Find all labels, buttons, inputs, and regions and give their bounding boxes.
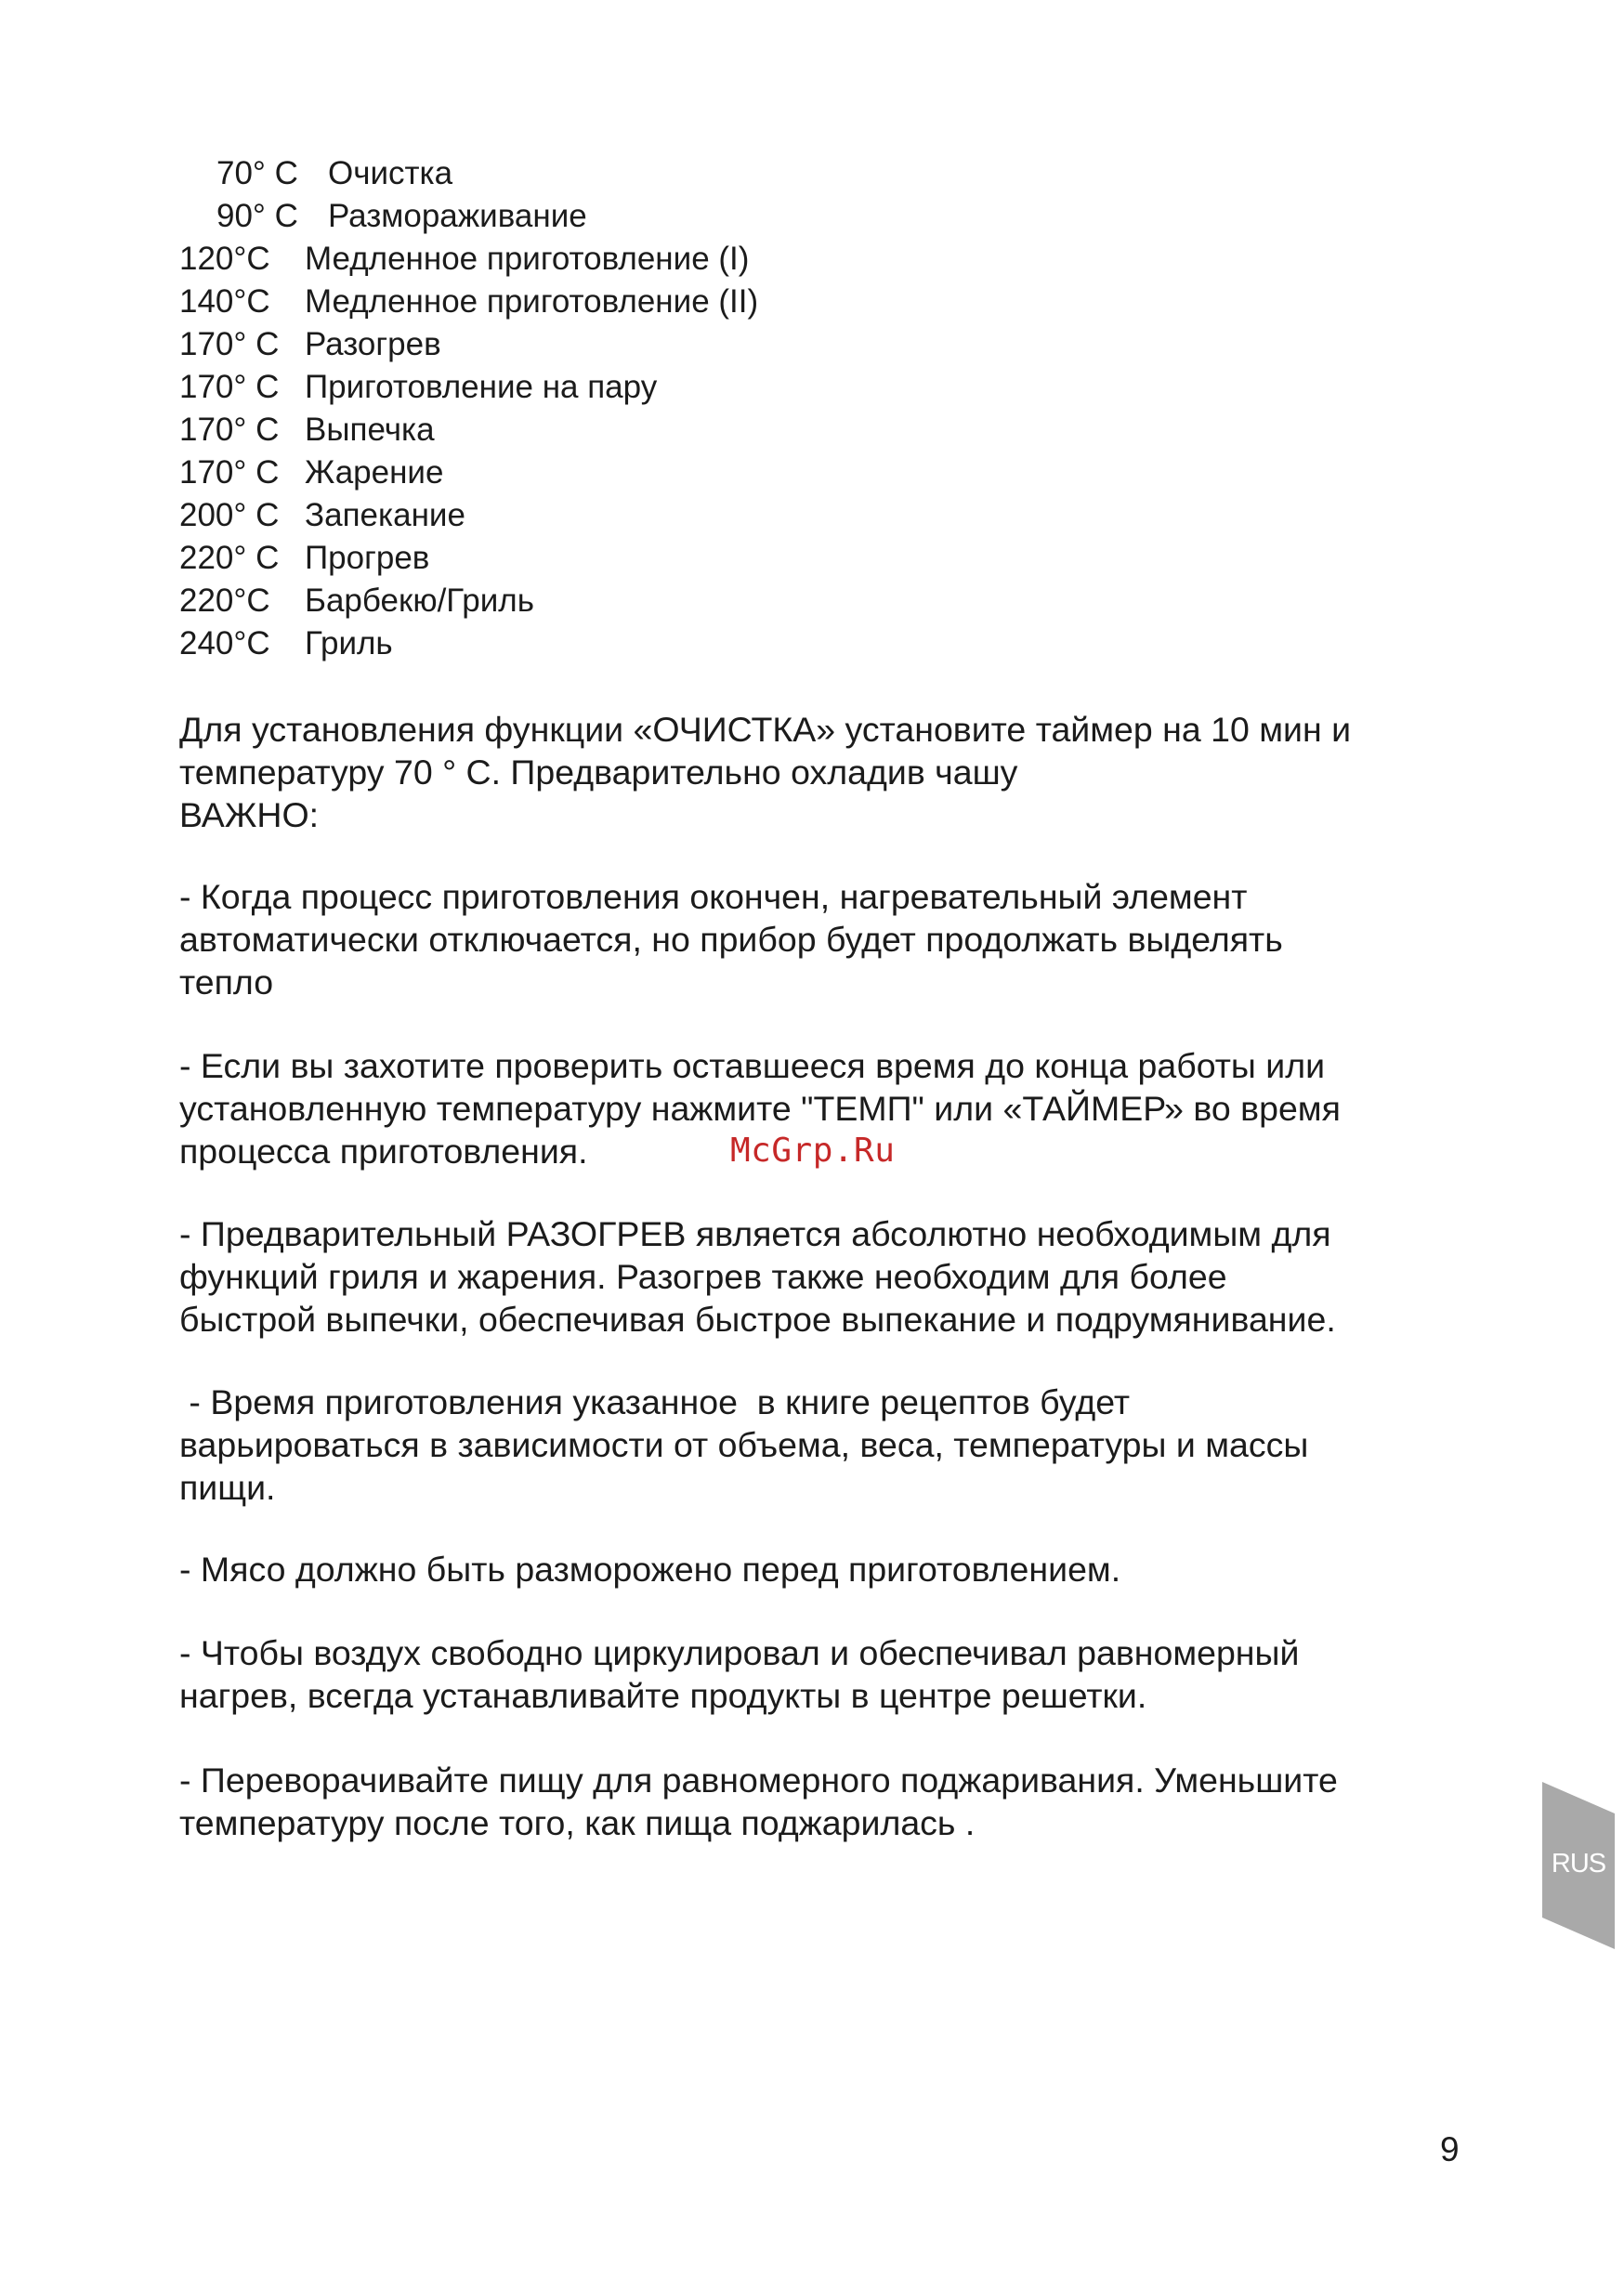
temp-mode: Медленное приготовление (II) [305,283,759,320]
temp-value: 170° C [179,454,280,491]
temp-mode: Размораживание [328,198,587,234]
temp-value: 220° C [179,540,280,576]
temp-mode: Медленное приготовление (I) [305,241,750,277]
text-line: автоматически отключается, но прибор будет продолжать выделять [179,920,1283,959]
temp-value: 70° C [216,155,298,191]
temp-value: 220°C [179,583,270,619]
language-label: RUS [1551,1849,1606,1879]
text-line: - Время приготовления указанное в книге рецептов будет [179,1382,1131,1421]
text-line: температуру после того, как пища поджарилась . [179,1803,976,1842]
temp-mode: Прогрев [305,540,430,576]
temp-mode: Запекание [305,497,465,533]
temp-row [179,452,758,494]
note-paragraph [179,875,1480,1003]
text-line: - Предварительный РАЗОГРЕВ является абсолютно необходимым для [179,1214,1331,1253]
temp-row [179,580,758,622]
temp-mode: Барбекю/Гриль [305,583,534,619]
important-heading: ВАЖНО: [179,795,320,834]
note-paragraph [179,1548,1480,1591]
temp-value: 120°C [179,241,270,277]
note-paragraph [179,1631,1480,1717]
temp-value: 170° C [179,369,280,405]
temp-value: 90° C [216,198,298,234]
temp-mode: Очистка [328,155,453,191]
temp-value: 170° C [179,412,280,448]
text-line: - Если вы захотите проверить оставшееся время до конца работы или [179,1046,1326,1085]
text-line: температуру 70 ° С. Предварительно охладив чашу [179,753,1018,792]
temp-mode: Разогрев [305,326,441,362]
temp-value: 140°C [179,283,270,320]
text-line: - Когда процесс приготовления окончен, нагревательный элемент [179,877,1248,916]
text-line: пищи. [179,1468,276,1507]
text-line: функций гриля и жарения. Разогрев также необходим для более [179,1257,1227,1296]
text-line: установленную температуру нажмите "ТЕМП" или «ТАЙМЕР» во время [179,1089,1341,1128]
watermark: McGrp.Ru [730,1132,896,1170]
temp-row [179,537,758,580]
temp-mode: Приготовление на пару [305,369,658,405]
temp-mode: Жарение [305,454,444,491]
temp-row [179,622,758,665]
temp-value: 240°C [179,625,270,661]
temp-row [179,366,758,409]
note-paragraph [179,1212,1480,1341]
temp-row [179,281,758,323]
text-line: тепло [179,962,274,1002]
temp-row [179,238,758,281]
text-line: - Мясо должно быть разморожено перед приготовлением. [179,1550,1121,1589]
temp-mode: Гриль [305,625,393,661]
text-line: нагрев, всегда устанавливайте продукты в центре решетки. [179,1676,1147,1715]
temp-row [179,195,758,238]
text-line: процесса приготовления. [179,1132,588,1171]
text-line: варьироваться в зависимости от объема, веса, температуры и массы [179,1425,1309,1464]
cleaning-instructions [179,708,1480,836]
temp-value: 200° C [179,497,280,533]
note-paragraph [179,1381,1480,1509]
note-paragraph [179,1759,1480,1844]
temp-row [179,323,758,366]
temp-row [179,409,758,452]
temperature-mode-list [179,152,758,665]
temp-value: 170° C [179,326,280,362]
text-line: быстрой выпечки, обеспечивая быстрое выпекание и подрумянивание. [179,1300,1336,1339]
temp-row [179,152,758,195]
temp-row [179,494,758,537]
text-line: Для установления функции «ОЧИСТКА» установите таймер на 10 мин и [179,710,1352,749]
page-number: 9 [1440,2130,1460,2168]
text-line: - Чтобы воздух свободно циркулировал и обеспечивал равномерный [179,1633,1300,1672]
text-line: - Переворачивайте пищу для равномерного поджаривания. Уменьшите [179,1761,1338,1800]
temp-mode: Выпечка [305,412,435,448]
